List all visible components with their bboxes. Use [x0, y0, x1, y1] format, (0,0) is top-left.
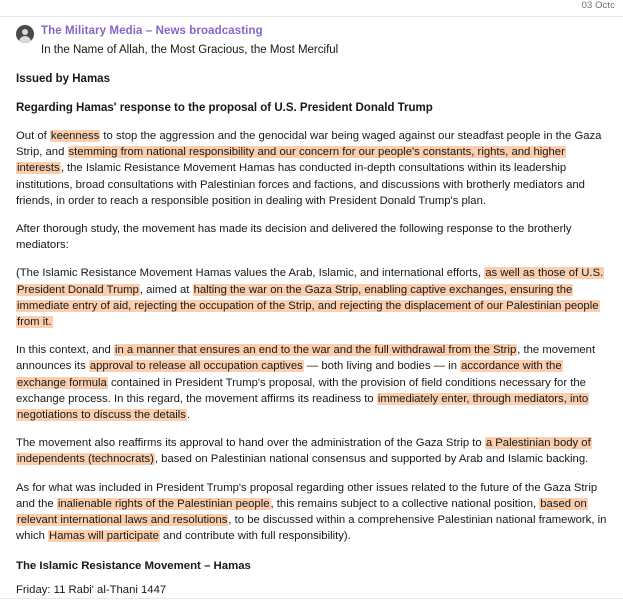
body-paragraph: Out of keenness to stop the aggression and the genocidal war being waged against our steadfast people in the Gaza Strip, and stemming from national responsibility and our concern for our people's constants, rights, and higher interests, the Islamic Resistance Movement Hamas has conducted in-depth consultations within its leadership institutions, broad consultations with Palestinian forces and factions, and discussions with brotherly mediators and friends, in order to reach a responsible position in dealing with President Donald Trump's plan. [16, 130, 602, 207]
highlighted-text: keenness [50, 130, 100, 142]
top-bar [0, 0, 623, 17]
highlighted-text: halting the war on the Gaza Strip, enabling captive exchanges, ensuring the immediate entry of aid, rejecting the occupation of the Strip, and rejecting the displacement of our Palestinian people from it. [17, 283, 599, 329]
body-paragraphs [16, 128, 607, 544]
body-paragraph: After thorough study, the movement has made its decision and delivered the following response to the brotherly mediators: [16, 223, 572, 252]
basmala-line: In the Name of Allah, the Most Gracious, the Most Merciful [41, 44, 339, 56]
highlighted-text: approval to release all occupation captives [89, 360, 303, 373]
body-paragraph: (The Islamic Resistance Movement Hamas values the Arab, Islamic, and international efforts, as well as those of U.S. President Donald Trump, aimed at halting the war on the Gaza Strip, enabling captive exchanges, ensuring the immediate entry of aid, rejecting the occupation of the Strip, and rejecting the displacement of our Palestinian people from it. [16, 267, 604, 329]
issued-by-line: Issued by Hamas [16, 73, 110, 85]
highlighted-text: stemming from national responsibility and our concern for our people's constants, rights, and higher interests [17, 146, 565, 175]
body-paragraph: As for what was included in President Trump's proposal regarding other issues related to the future of the Gaza Strip and the inalienable rights of the Palestinian people, this remains subject to a collective national position, based on relevant international laws and resolutions, to be discussed within a comprehensive Palestinian national framework, in which Hamas will participate and contribute with full responsibility). [16, 481, 607, 543]
highlighted-text: immediately enter, through mediators, into negotiations to discuss the details [17, 392, 589, 422]
channel-name[interactable]: The Military Media – News broadcasting [41, 25, 263, 37]
document-content [0, 17, 623, 596]
header-text-block [41, 24, 607, 58]
bottom-divider [0, 598, 623, 599]
highlighted-text: as well as those of U.S. President Donald Trump [17, 267, 604, 296]
highlighted-text: based on relevant international laws and resolutions [17, 497, 587, 527]
signature-line: The Islamic Resistance Movement – Hamas [16, 560, 251, 573]
highlighted-text: inalienable rights of the Palestinian people [57, 497, 270, 510]
hijri-date-line: Friday: 11 Rabi' al-Thani 1447 [16, 584, 167, 597]
person-avatar-icon [16, 25, 34, 43]
body-paragraph: In this context, and in a manner that ensures an end to the war and the full withdrawal from the Strip, the movement announces its approval to release all occupation captives — both living and bodies — in accordance with the exchange formula contained in President Trump's proposal, with the provision of field conditions necessary for the exchange process. In this regard, the movement affirms its readiness to immediately enter, through mediators, into negotiations to discuss the details. [16, 344, 596, 422]
body-paragraph: The movement also reaffirms its approval to hand over the administration of the Gaza Strip to a Palestinian body of independents (technocrats), based on Palestinian national consensus and supported by Arab and Islamic backing. [16, 437, 591, 466]
highlighted-text: in a manner that ensures an end to the war and the full withdrawal from the Strip [114, 344, 517, 357]
highlighted-text: Hamas will participate [49, 530, 159, 543]
subject-line: Regarding Hamas' response to the proposal of U.S. President Donald Trump [16, 102, 433, 114]
highlighted-text: a Palestinian body of independents (technocrats) [17, 437, 591, 466]
post-header [16, 24, 607, 58]
date-label: 03 Octc [581, 0, 615, 11]
highlighted-text: accordance with the exchange formula [17, 360, 562, 389]
